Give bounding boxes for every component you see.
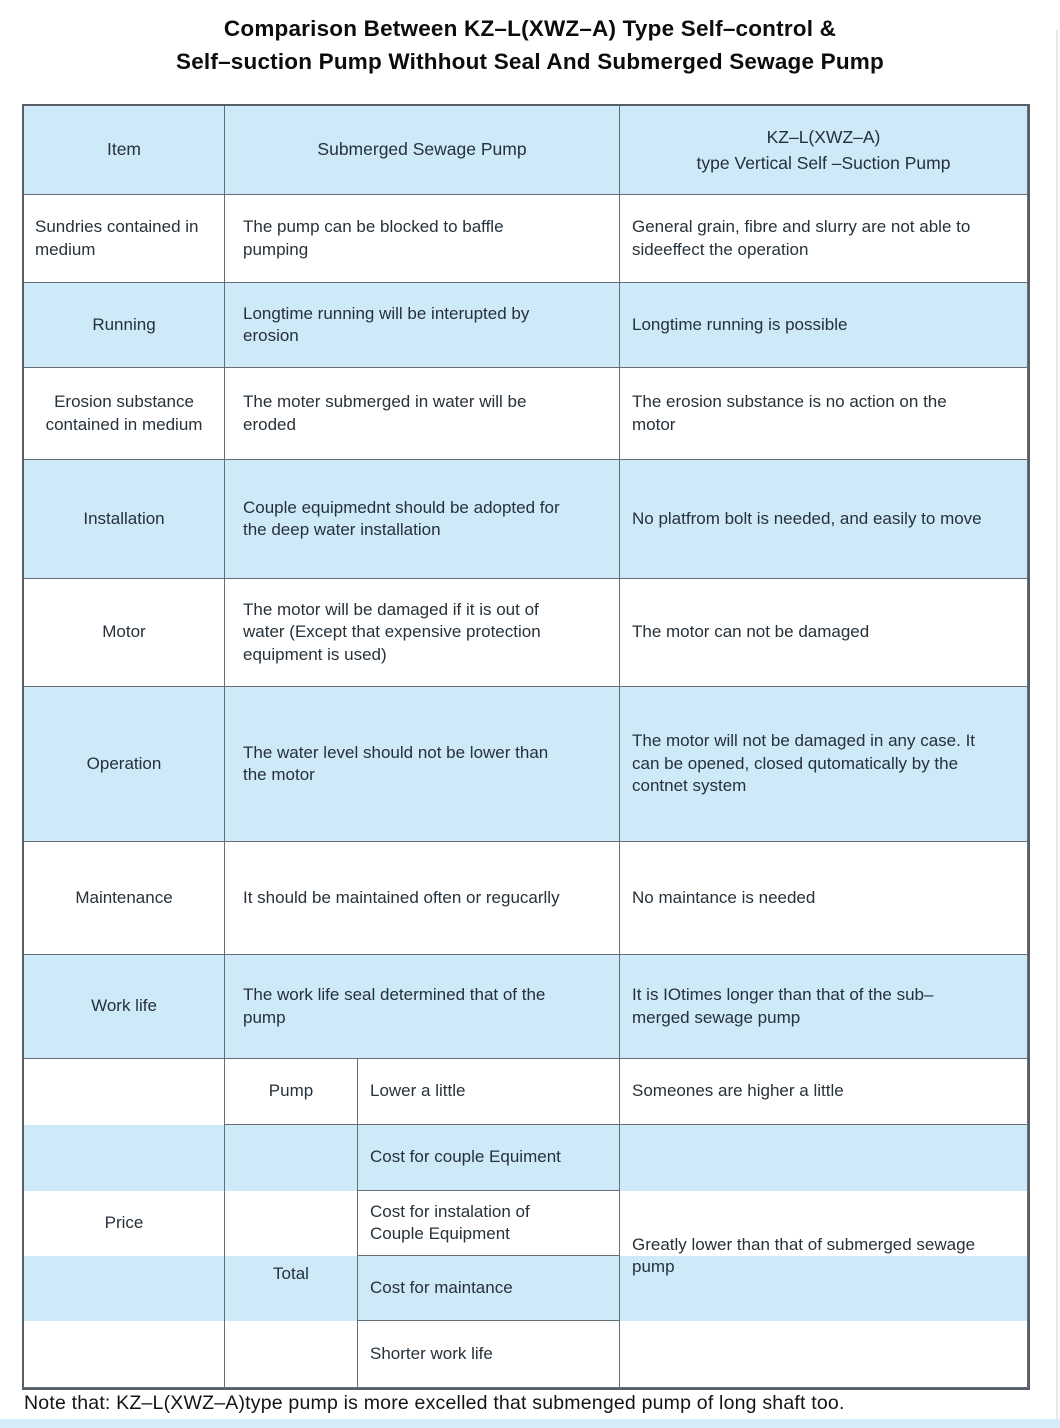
cell-sundries-submerged: The pump can be blocked to baffle pumping	[225, 195, 620, 283]
cell-work-life-kz: It is IOtimes longer than that of the sub–merged sewage pump	[620, 955, 1028, 1059]
row-label-erosion: Erosion substance contained in medium	[24, 368, 225, 460]
cell-maintenance-kz: No maintance is needed	[620, 842, 1028, 955]
price-sub-label-total: Total	[225, 1125, 358, 1388]
cell-operation-kz: The motor will not be damaged in any case. It can be opened, closed qutomatically by the contnet system	[620, 687, 1028, 842]
page-title-line2: Self–suction Pump Withhout Seal And Submerged Sewage Pump	[176, 49, 884, 74]
header-item: Item	[24, 106, 225, 195]
cell-maintenance-submerged: It should be maintained often or regucarlly	[225, 842, 620, 955]
cell-price-pump-kz: Someones are higher a little	[620, 1059, 1028, 1125]
cell-total-shorter-work-life: Shorter work life	[358, 1321, 620, 1388]
cell-total-kz: Greatly lower than that of submerged sewage pump	[620, 1125, 1028, 1388]
row-label-motor: Motor	[24, 579, 225, 687]
row-label-price: Price	[24, 1059, 225, 1388]
cell-running-kz: Longtime running is possible	[620, 283, 1028, 368]
footnote: Note that: KZ–L(XWZ–A)type pump is more excelled that submenged pump of long shaft too.	[24, 1392, 845, 1414]
cell-total-couple-equipment: Cost for couple Equiment	[358, 1125, 620, 1191]
cell-price-pump-submerged: Lower a little	[358, 1059, 620, 1125]
cell-total-maintenance-cost: Cost for maintance	[358, 1256, 620, 1321]
cell-motor-submerged: The motor will be damaged if it is out of water (Except that expensive protection equipment is used)	[225, 579, 620, 687]
cell-running-submerged: Longtime running will be interupted by erosion	[225, 283, 620, 368]
cell-erosion-submerged: The moter submerged in water will be eroded	[225, 368, 620, 460]
comparison-table	[22, 104, 1030, 1390]
cell-total-installation-cost: Cost for instalation of Couple Equipment	[358, 1191, 620, 1256]
row-label-operation: Operation	[24, 687, 225, 842]
cell-motor-kz: The motor can not be damaged	[620, 579, 1028, 687]
row-label-running: Running	[24, 283, 225, 368]
cell-installation-submerged: Couple equipmednt should be adopted for the deep water installation	[225, 460, 620, 579]
row-label-maintenance: Maintenance	[24, 842, 225, 955]
cell-operation-submerged: The water level should not be lower than the motor	[225, 687, 620, 842]
page-scan-edge	[1056, 30, 1058, 1420]
page-title-line1: Comparison Between KZ–L(XWZ–A) Type Self–control &	[223, 16, 837, 41]
page-title	[0, 12, 1060, 78]
bottom-blue-bar	[0, 1419, 1060, 1428]
cell-work-life-submerged: The work life seal determined that of the pump	[225, 955, 620, 1059]
cell-erosion-kz: The erosion substance is no action on the motor	[620, 368, 1028, 460]
header-kz-line1: KZ–L(XWZ–A)	[766, 127, 881, 147]
header-submerged-pump: Submerged Sewage Pump	[225, 106, 620, 195]
row-label-installation: Installation	[24, 460, 225, 579]
cell-installation-kz: No platfrom bolt is needed, and easily to move	[620, 460, 1028, 579]
cell-sundries-kz: General grain, fibre and slurry are not able to sideeffect the operation	[620, 195, 1028, 283]
price-sub-label-pump: Pump	[225, 1059, 358, 1125]
header-kz-pump	[620, 106, 1028, 195]
header-kz-line2: type Vertical Self –Suction Pump	[696, 153, 951, 173]
row-label-work-life: Work life	[24, 955, 225, 1059]
row-label-sundries: Sundries contained in medium	[24, 195, 225, 283]
